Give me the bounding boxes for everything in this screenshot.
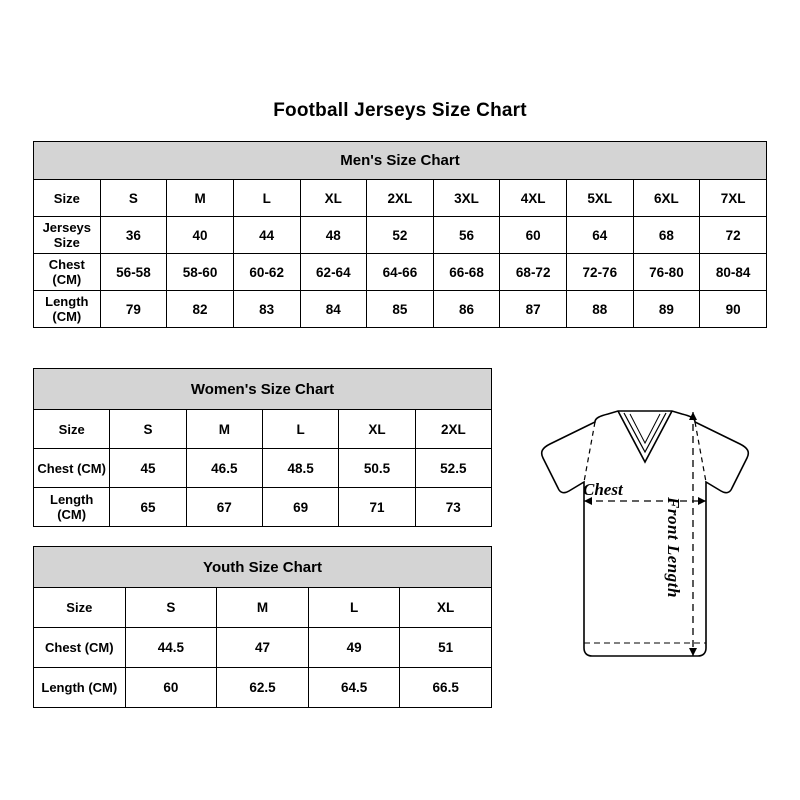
table-cell: 62-64: [300, 254, 367, 291]
table-cell: 73: [415, 488, 491, 527]
table-cell: 36: [100, 217, 167, 254]
table-cell: 48.5: [262, 449, 338, 488]
table-cell: 83: [233, 291, 300, 328]
table-cell: 47: [217, 628, 309, 668]
row-label: Size: [34, 410, 110, 449]
table-cell: XL: [400, 588, 492, 628]
table-row: [34, 668, 492, 708]
table-cell: 60-62: [233, 254, 300, 291]
table-cell: 51: [400, 628, 492, 668]
table-cell: 40: [167, 217, 234, 254]
table-cell: 76-80: [633, 254, 700, 291]
table-cell: 4XL: [500, 180, 567, 217]
shirt-collar-inner-1: [624, 413, 666, 452]
shirt-collar-inner-2: [630, 414, 660, 443]
row-label: Chest (CM): [34, 628, 126, 668]
table-header-row: [34, 142, 767, 180]
table-cell: 67: [186, 488, 262, 527]
table-cell: L: [233, 180, 300, 217]
table-cell: 82: [167, 291, 234, 328]
table-cell: 60: [500, 217, 567, 254]
table-cell: 89: [633, 291, 700, 328]
table-cell: 2XL: [415, 410, 491, 449]
womens-size-chart-table: [33, 368, 492, 527]
table-cell: 69: [262, 488, 338, 527]
table-row: [34, 180, 767, 217]
table-cell: 7XL: [700, 180, 767, 217]
table-cell: 64.5: [308, 668, 400, 708]
row-label: Size: [34, 588, 126, 628]
table-cell: 68: [633, 217, 700, 254]
table-row: [34, 254, 767, 291]
womens-table-title: Women's Size Chart: [34, 369, 492, 410]
table-cell: 50.5: [339, 449, 415, 488]
table-cell: L: [262, 410, 338, 449]
table-cell: M: [186, 410, 262, 449]
table-cell: 66-68: [433, 254, 500, 291]
right-sleeve-seam: [695, 422, 706, 482]
table-cell: 86: [433, 291, 500, 328]
page-title: Football Jerseys Size Chart: [273, 100, 527, 121]
table-cell: 45: [110, 449, 186, 488]
table-cell: 66.5: [400, 668, 492, 708]
table-cell: 72-76: [567, 254, 634, 291]
table-cell: 72: [700, 217, 767, 254]
table-cell: L: [308, 588, 400, 628]
row-label: Chest (CM): [34, 254, 101, 291]
table-cell: M: [167, 180, 234, 217]
table-cell: 64-66: [367, 254, 434, 291]
table-cell: 80-84: [700, 254, 767, 291]
table-cell: 48: [300, 217, 367, 254]
table-row: [34, 291, 767, 328]
table-header-row: [34, 547, 492, 588]
table-row: [34, 488, 492, 527]
table-header-row: [34, 369, 492, 410]
table-row: [34, 449, 492, 488]
table-cell: 56-58: [100, 254, 167, 291]
table-cell: 87: [500, 291, 567, 328]
row-label: Length (CM): [34, 488, 110, 527]
table-cell: 65: [110, 488, 186, 527]
row-label: Length (CM): [34, 291, 101, 328]
mens-size-chart-table: [33, 141, 767, 328]
row-label: Chest (CM): [34, 449, 110, 488]
table-cell: 79: [100, 291, 167, 328]
table-cell: 64: [567, 217, 634, 254]
table-cell: S: [100, 180, 167, 217]
left-sleeve-seam: [584, 422, 595, 482]
table-cell: 71: [339, 488, 415, 527]
table-cell: 46.5: [186, 449, 262, 488]
table-cell: S: [110, 410, 186, 449]
table-cell: 58-60: [167, 254, 234, 291]
table-row: [34, 588, 492, 628]
mens-table-title: Men's Size Chart: [34, 142, 767, 180]
front-length-measure-label: Front Length: [664, 497, 683, 598]
table-cell: 52: [367, 217, 434, 254]
table-cell: 5XL: [567, 180, 634, 217]
table-cell: 60: [125, 668, 217, 708]
front-length-measure-line: [689, 412, 697, 656]
table-cell: 90: [700, 291, 767, 328]
table-row: [34, 217, 767, 254]
table-cell: 56: [433, 217, 500, 254]
table-cell: 85: [367, 291, 434, 328]
table-cell: M: [217, 588, 309, 628]
table-cell: 3XL: [433, 180, 500, 217]
tshirt-diagram: [500, 400, 790, 700]
table-cell: 84: [300, 291, 367, 328]
chest-measure-label: Chest: [583, 480, 623, 499]
row-label: Size: [34, 180, 101, 217]
youth-size-chart-table: [33, 546, 492, 708]
shirt-collar-outer: [618, 411, 672, 462]
youth-table-title: Youth Size Chart: [34, 547, 492, 588]
table-cell: 88: [567, 291, 634, 328]
table-cell: 52.5: [415, 449, 491, 488]
table-cell: 68-72: [500, 254, 567, 291]
table-cell: 44: [233, 217, 300, 254]
table-cell: 6XL: [633, 180, 700, 217]
table-row: [34, 410, 492, 449]
row-label: Jerseys Size: [34, 217, 101, 254]
table-cell: XL: [300, 180, 367, 217]
table-cell: 2XL: [367, 180, 434, 217]
shirt-outline: [542, 411, 749, 656]
table-cell: 49: [308, 628, 400, 668]
table-row: [34, 628, 492, 668]
table-cell: XL: [339, 410, 415, 449]
row-label: Length (CM): [34, 668, 126, 708]
table-cell: 62.5: [217, 668, 309, 708]
table-cell: S: [125, 588, 217, 628]
table-cell: 44.5: [125, 628, 217, 668]
